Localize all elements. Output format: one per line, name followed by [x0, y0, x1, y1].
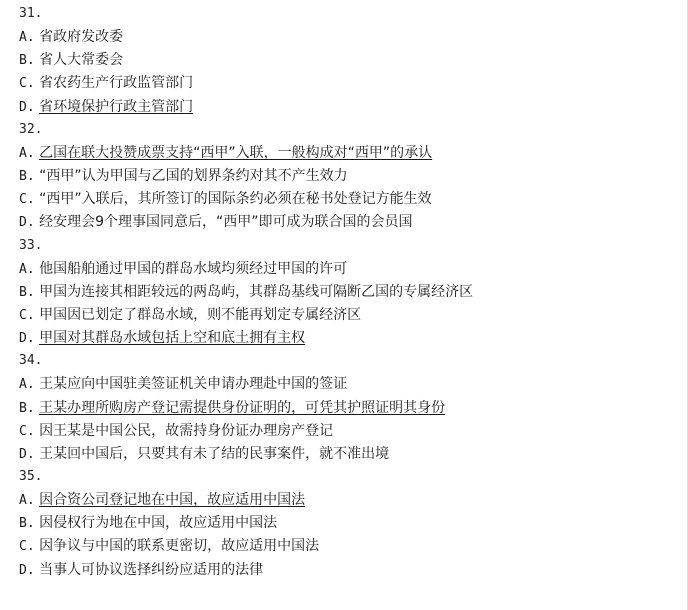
option-text-underlined: 乙国在联大投赞成票支持“西甲”入联，一般构成对“西甲”的承认 [39, 145, 433, 161]
option-text: “西甲”认为甲国与乙国的划界条约对其不产生效力 [39, 168, 348, 184]
option-text-underlined: 甲国对其群岛水域包括上空和底土拥有主权 [39, 330, 306, 346]
option-letter: D. [19, 563, 35, 578]
option-a [19, 492, 305, 509]
option-text: 经安理会9个理事国同意后，“西甲”即可成为联合国的会员国 [39, 214, 413, 230]
option-d [19, 214, 413, 231]
question-number: 34. [19, 353, 43, 368]
option-c [19, 538, 319, 555]
option-letter: C. [19, 424, 35, 439]
option-text: 甲国为连接其相距较远的两岛屿，其群岛基线可隔断乙国的专属经济区 [39, 284, 474, 300]
option-letter: A. [19, 30, 35, 45]
option-c [19, 191, 432, 208]
option-letter: A. [19, 377, 35, 392]
option-text: 王某应向中国驻美签证机关申请办理赴中国的签证 [39, 376, 348, 392]
option-letter: C. [19, 308, 35, 323]
option-text-underlined: 省环境保护行政主管部门 [39, 99, 194, 115]
option-text: 王某回中国后，只要其有未了结的民事案件，就不准出境 [39, 446, 390, 462]
option-letter: D. [19, 447, 35, 462]
option-letter: D. [19, 100, 35, 115]
option-d [19, 99, 193, 116]
option-letter: B. [19, 516, 35, 531]
option-text: 当事人可协议选择纠纷应适用的法律 [39, 562, 264, 578]
question-number: 32. [19, 122, 43, 137]
option-letter: B. [19, 53, 35, 68]
option-text-underlined: 王某办理所购房产登记需提供身份证明的，可凭其护照证明其身份 [39, 400, 446, 416]
question-number: 31. [19, 6, 43, 21]
option-a [19, 261, 347, 278]
option-text: 因侵权行为地在中国，故应适用中国法 [39, 515, 278, 531]
option-text: 省人大常委会 [39, 52, 124, 68]
option-c [19, 307, 361, 324]
option-a [19, 29, 123, 46]
option-a [19, 145, 432, 162]
option-d [19, 330, 305, 347]
option-d [19, 562, 263, 579]
option-letter: A. [19, 262, 35, 277]
option-letter: B. [19, 401, 35, 416]
option-letter: A. [19, 493, 35, 508]
option-a [19, 376, 347, 393]
option-text: 省政府发改委 [39, 29, 124, 45]
option-text: “西甲”入联后，其所签订的国际条约必须在秘书处登记方能生效 [39, 191, 432, 207]
option-c [19, 75, 193, 92]
option-text: 因王某是中国公民，故需持身份证办理房产登记 [39, 423, 334, 439]
option-letter: C. [19, 539, 35, 554]
option-text: 他国船舶通过甲国的群岛水域均须经过甲国的许可 [39, 261, 348, 277]
option-letter: B. [19, 169, 35, 184]
option-b [19, 515, 277, 532]
option-b [19, 168, 348, 185]
option-letter: B. [19, 285, 35, 300]
option-letter: C. [19, 192, 35, 207]
option-d [19, 446, 389, 463]
option-letter: D. [19, 215, 35, 230]
option-text: 甲国因已划定了群岛水域，则不能再划定专属经济区 [39, 307, 362, 323]
option-text: 因争议与中国的联系更密切，故应适用中国法 [39, 538, 320, 554]
question-number: 33. [19, 238, 43, 253]
option-letter: A. [19, 146, 35, 161]
option-b [19, 284, 473, 301]
question-number: 35. [19, 469, 43, 484]
option-b [19, 52, 123, 69]
option-letter: C. [19, 76, 35, 91]
option-b [19, 400, 445, 417]
option-text: 省农药生产行政监管部门 [39, 75, 194, 91]
option-text-underlined: 因合资公司登记地在中国，故应适用中国法 [39, 492, 306, 508]
option-letter: D. [19, 331, 35, 346]
option-c [19, 423, 333, 440]
